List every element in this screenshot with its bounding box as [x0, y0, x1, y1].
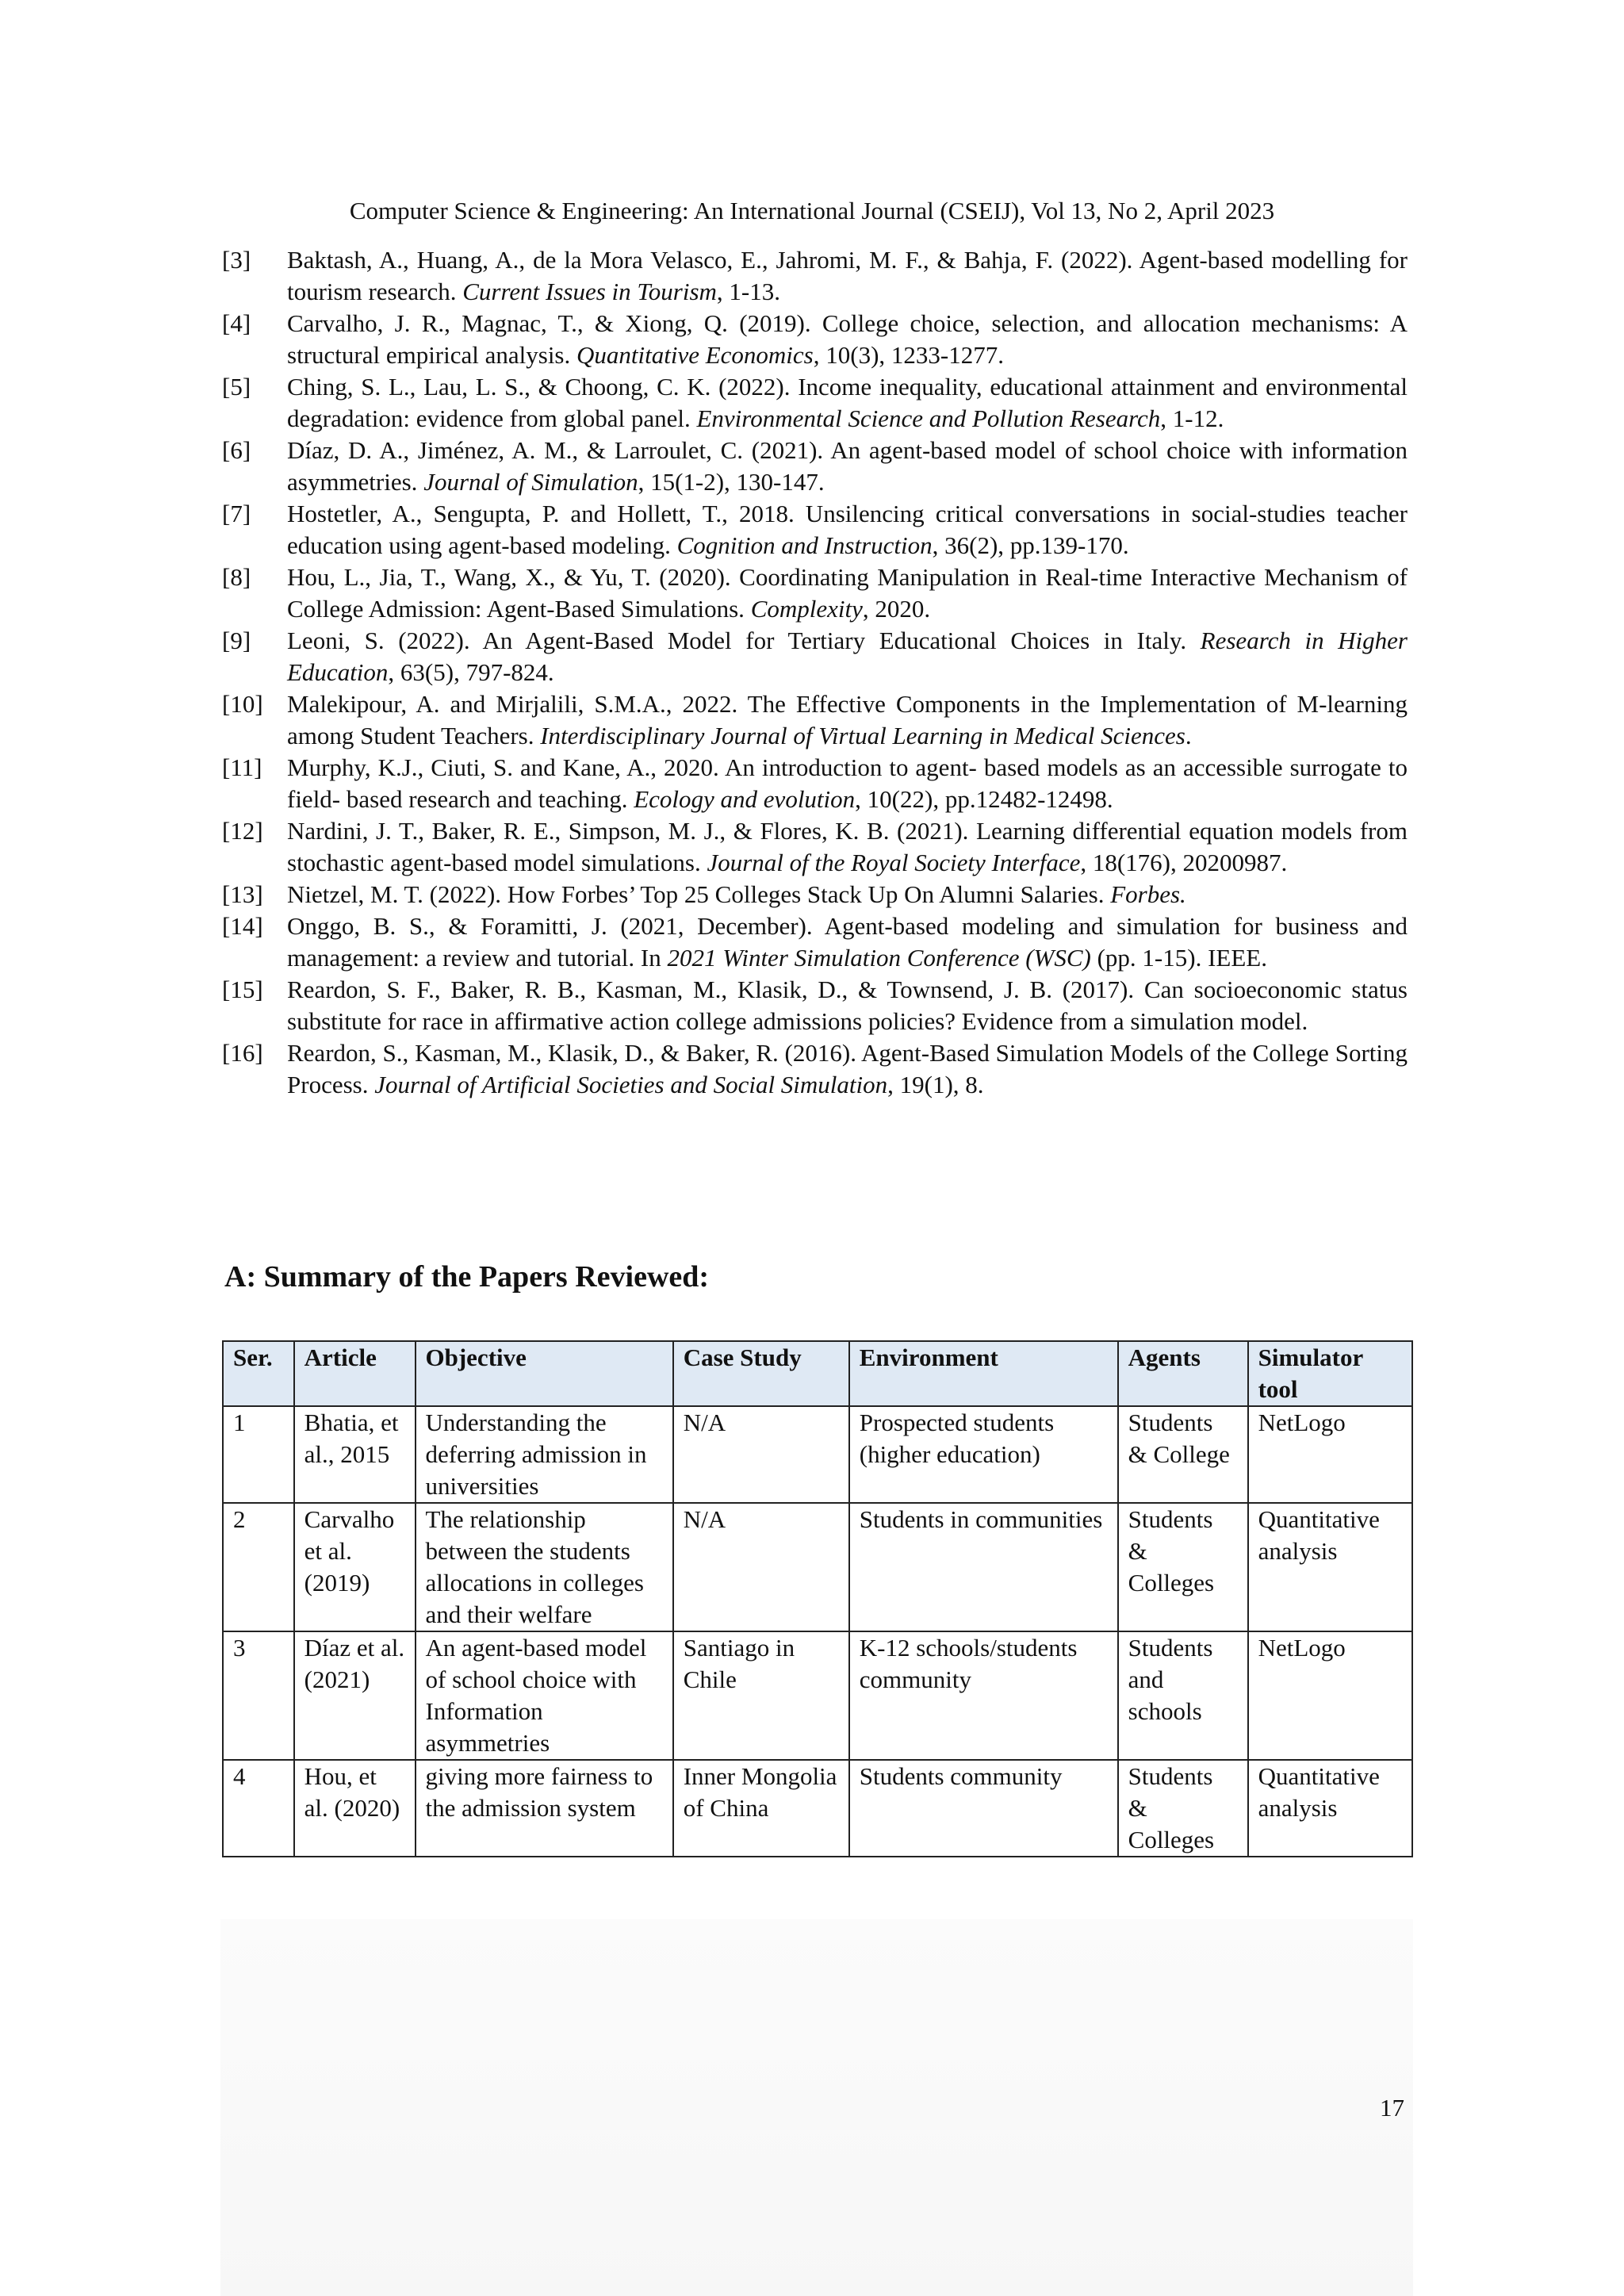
reference-number: [9]: [222, 627, 251, 654]
reference-source: 2021 Winter Simulation Conference (WSC): [667, 944, 1091, 972]
reference-item: [222, 562, 1408, 625]
cell-article: Díaz et al. (2021): [294, 1631, 416, 1760]
reference-tail: , 1-12.: [1160, 404, 1224, 432]
cell-agents: Students & Colleges: [1118, 1760, 1248, 1857]
reference-item: [222, 974, 1408, 1037]
reference-text: [287, 910, 1408, 974]
reference-number: [3]: [222, 246, 251, 274]
reference-source: Interdisciplinary Journal of Virtual Learning in Medical Sciences: [540, 722, 1185, 749]
reference-citation: Murphy, K.J., Ciuti, S. and Kane, A., 2020. An introduction to agent- based models as an accessible surrogate to field- based research and teaching.: [287, 753, 1408, 813]
reference-source: Journal of Artificial Societies and Social Simulation: [374, 1071, 888, 1098]
reference-tail: , 19(1), 8.: [887, 1071, 984, 1098]
reference-text: [287, 244, 1408, 308]
reference-citation: Onggo, B. S., & Foramitti, J. (2021, December). Agent-based modeling and simulation for business and management: a review and tutorial. In: [287, 912, 1408, 972]
table-header-row: [223, 1341, 1412, 1406]
cell-ser: 4: [223, 1760, 294, 1857]
reference-tail: , 18(176), 20200987.: [1080, 849, 1288, 876]
reference-item: [222, 308, 1408, 371]
cell-simulator-tool: Quantitative analysis: [1248, 1503, 1412, 1631]
reference-item: [222, 625, 1408, 688]
reference-number: [11]: [222, 753, 262, 781]
reference-text: [287, 688, 1408, 752]
reference-tail: (pp. 1-15). IEEE.: [1090, 944, 1267, 972]
reference-text: [287, 1037, 1408, 1101]
header-agents: Agents: [1118, 1341, 1248, 1406]
reference-source: Environmental Science and Pollution Research: [696, 404, 1161, 432]
cell-environment: Students in communities: [849, 1503, 1118, 1631]
reference-text: [287, 752, 1408, 815]
reference-tail: , 15(1-2), 130-147.: [638, 468, 825, 496]
reference-number: [14]: [222, 912, 263, 940]
reference-citation: Carvalho, J. R., Magnac, T., & Xiong, Q. (2019). College choice, selection, and allocation mechanisms: A structural empirical analysis.: [287, 309, 1408, 369]
cell-article: Bhatia, et al., 2015: [294, 1406, 416, 1503]
reference-text: [287, 815, 1408, 879]
cell-objective: giving more fairness to the admission system: [416, 1760, 673, 1857]
cell-article: Carvalho et al. (2019): [294, 1503, 416, 1631]
cell-agents: Students & College: [1118, 1406, 1248, 1503]
cell-ser: 2: [223, 1503, 294, 1631]
reference-text: [287, 371, 1408, 435]
reference-citation: Hou, L., Jia, T., Wang, X., & Yu, T. (2020). Coordinating Manipulation in Real-time Interactive Mechanism of College Admission: Agent-Based Simulations.: [287, 563, 1408, 623]
reference-number: [15]: [222, 976, 263, 1003]
cell-simulator-tool: Quantitative analysis: [1248, 1760, 1412, 1857]
cell-agents: Students & Colleges: [1118, 1503, 1248, 1631]
reference-text: [287, 498, 1408, 562]
reference-number: [16]: [222, 1039, 263, 1067]
reference-source: Research in Higher Education: [287, 627, 1408, 686]
reference-text: [287, 625, 1408, 688]
reference-item: [222, 879, 1408, 910]
reference-item: [222, 371, 1408, 435]
reference-text: [287, 879, 1408, 910]
cell-ser: 1: [223, 1406, 294, 1503]
summary-table: [222, 1340, 1413, 1857]
cell-objective: The relationship between the students allocations in colleges and their welfare: [416, 1503, 673, 1631]
reference-item: [222, 815, 1408, 879]
page-bottom-shade: [220, 1919, 1413, 2296]
reference-number: [10]: [222, 690, 263, 718]
reference-item: [222, 498, 1408, 562]
reference-number: [5]: [222, 373, 251, 401]
reference-item: [222, 244, 1408, 308]
reference-citation: Hostetler, A., Sengupta, P. and Hollett, T., 2018. Unsilencing critical conversations in social-studies teacher education using agent-based modeling.: [287, 500, 1408, 559]
reference-source: Ecology and evolution: [634, 785, 856, 813]
cell-environment: Students community: [849, 1760, 1118, 1857]
header-objective: Objective: [416, 1341, 673, 1406]
cell-case-study: N/A: [673, 1406, 849, 1503]
reference-source: Forbes.: [1110, 880, 1186, 908]
reference-citation: Reardon, S., Kasman, M., Klasik, D., & Baker, R. (2016). Agent-Based Simulation Models of the College Sorting Process.: [287, 1039, 1408, 1098]
cell-objective: An agent-based model of school choice with Information asymmetries: [416, 1631, 673, 1760]
cell-objective: Understanding the deferring admission in universities: [416, 1406, 673, 1503]
cell-simulator-tool: NetLogo: [1248, 1406, 1412, 1503]
reference-source: Cognition and Instruction: [676, 531, 933, 559]
page-number: 17: [1380, 2094, 1404, 2122]
reference-text: [287, 562, 1408, 625]
table-row: [223, 1631, 1412, 1760]
table-row: [223, 1406, 1412, 1503]
header-case-study: Case Study: [673, 1341, 849, 1406]
reference-tail: , 10(22), pp.12482-12498.: [855, 785, 1113, 813]
header-environment: Environment: [849, 1341, 1118, 1406]
reference-citation: Baktash, A., Huang, A., de la Mora Velasco, E., Jahromi, M. F., & Bahja, F. (2022). Agent-based modelling for tourism research.: [287, 246, 1408, 305]
reference-citation: Reardon, S. F., Baker, R. B., Kasman, M., Klasik, D., & Townsend, J. B. (2017). Can socioeconomic status substitute for race in affirmative action college admissions policies? Evidence from a simulation model.: [287, 976, 1408, 1035]
reference-number: [13]: [222, 880, 263, 908]
reference-item: [222, 688, 1408, 752]
reference-tail: , 63(5), 797-824.: [388, 658, 554, 686]
table-row: [223, 1503, 1412, 1631]
reference-source: Journal of the Royal Society Interface: [707, 849, 1081, 876]
cell-article: Hou, et al. (2020): [294, 1760, 416, 1857]
reference-citation: Nietzel, M. T. (2022). How Forbes’ Top 25 Colleges Stack Up On Alumni Salaries.: [287, 880, 1111, 908]
cell-case-study: Santiago in Chile: [673, 1631, 849, 1760]
reference-list: [222, 244, 1408, 1101]
cell-environment: K-12 schools/students community: [849, 1631, 1118, 1760]
cell-case-study: N/A: [673, 1503, 849, 1631]
reference-source: Quantitative Economics: [576, 341, 814, 369]
reference-text: [287, 974, 1408, 1037]
reference-citation: Díaz, D. A., Jiménez, A. M., & Larroulet, C. (2021). An agent-based model of school choice with information asymmetries.: [287, 436, 1408, 496]
header-article: Article: [294, 1341, 416, 1406]
cell-agents: Students and schools: [1118, 1631, 1248, 1760]
reference-source: Current Issues in Tourism: [462, 278, 717, 305]
reference-number: [8]: [222, 563, 251, 591]
reference-citation: Leoni, S. (2022). An Agent-Based Model for Tertiary Educational Choices in Italy.: [287, 627, 1201, 654]
cell-ser: 3: [223, 1631, 294, 1760]
reference-item: [222, 752, 1408, 815]
reference-item: [222, 910, 1408, 974]
table-row: [223, 1760, 1412, 1857]
reference-citation: Nardini, J. T., Baker, R. E., Simpson, M. J., & Flores, K. B. (2021). Learning differential equation models from stochastic agent-based model simulations.: [287, 817, 1408, 876]
reference-tail: , 1-13.: [716, 278, 780, 305]
reference-tail: , 2020.: [862, 595, 931, 623]
running-header: Computer Science & Engineering: An International Journal (CSEIJ), Vol 13, No 2, April 2023: [349, 197, 1275, 224]
reference-number: [7]: [222, 500, 251, 527]
reference-number: [12]: [222, 817, 263, 845]
reference-item: [222, 1037, 1408, 1101]
cell-simulator-tool: NetLogo: [1248, 1631, 1412, 1760]
reference-number: [6]: [222, 436, 251, 464]
reference-tail: .: [1185, 722, 1192, 749]
reference-citation: Ching, S. L., Lau, L. S., & Choong, C. K. (2022). Income inequality, educational attainment and environmental degradation: evidence from global panel.: [287, 373, 1408, 432]
reference-tail: , 36(2), pp.139-170.: [932, 531, 1129, 559]
reference-text: [287, 308, 1408, 371]
cell-case-study: Inner Mongolia of China: [673, 1760, 849, 1857]
reference-tail: , 10(3), 1233-1277.: [813, 341, 1004, 369]
reference-text: [287, 435, 1408, 498]
cell-environment: Prospected students (higher education): [849, 1406, 1118, 1503]
section-heading: A: Summary of the Papers Reviewed:: [224, 1260, 710, 1294]
reference-source: Journal of Simulation: [423, 468, 638, 496]
reference-citation: Malekipour, A. and Mirjalili, S.M.A., 2022. The Effective Components in the Implementation of M-learning among Student Teachers.: [287, 690, 1408, 749]
reference-source: Complexity: [750, 595, 863, 623]
header-ser: Ser.: [223, 1341, 294, 1406]
reference-number: [4]: [222, 309, 251, 337]
reference-item: [222, 435, 1408, 498]
header-simulator-tool: Simulator tool: [1248, 1341, 1412, 1406]
